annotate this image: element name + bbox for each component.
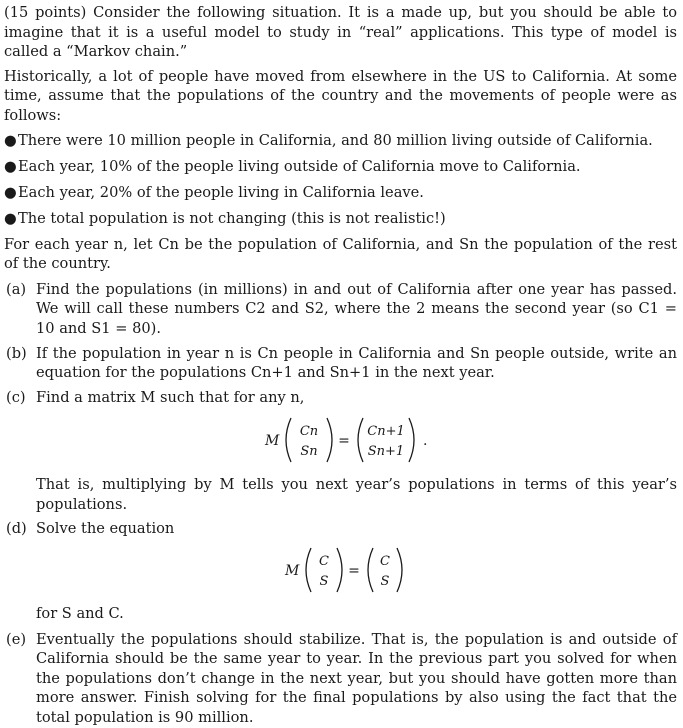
vector-bottom-left: S bbox=[319, 574, 328, 590]
vector-bottom-right: Sn+1 bbox=[367, 444, 404, 460]
matrix-equation-d bbox=[36, 544, 677, 596]
left-paren-icon bbox=[306, 548, 311, 592]
assumptions-list bbox=[4, 131, 677, 228]
left-paren-icon bbox=[368, 548, 373, 592]
list-item-text: Each year, 10% of the people living outside of California move to California. bbox=[18, 157, 581, 175]
vector-bottom-right: S bbox=[380, 574, 389, 590]
matrix-equation-c bbox=[36, 413, 677, 467]
bullet-icon: ● bbox=[4, 157, 17, 175]
right-paren-icon bbox=[397, 548, 402, 592]
part-label: (e) bbox=[6, 630, 27, 648]
bullet-icon: ● bbox=[4, 209, 17, 227]
bullet-icon: ● bbox=[4, 131, 17, 149]
right-paren-icon bbox=[327, 418, 332, 462]
part-label: (d) bbox=[6, 519, 27, 537]
part-e bbox=[4, 630, 677, 728]
list-item-text: Each year, 20% of the people living in California leave. bbox=[18, 183, 424, 201]
equals-sign: = bbox=[347, 563, 360, 580]
part-a-text: Find the populations (in millions) in and out of California after one year has passed. We will call these numbers C2 and S2, where the 2 means the second year (so C1 = 10 and S1 = 80). bbox=[36, 280, 677, 337]
list-item bbox=[4, 131, 677, 150]
part-c-after: That is, multiplying by M tells you next year’s populations in terms of this year’s populations. bbox=[36, 476, 677, 513]
part-b-text: If the population in year n is Cn people in California and Sn people outside, write an equation for the populations Cn+1 and Sn+1 in the next year. bbox=[36, 344, 677, 382]
vector-top-left: C bbox=[318, 554, 329, 570]
left-paren-icon bbox=[358, 418, 363, 462]
part-d-text: Solve the equation bbox=[36, 519, 175, 537]
part-d-after: for S and C. bbox=[36, 605, 124, 623]
matrix-symbol: M bbox=[264, 433, 279, 450]
history-paragraph: Historically, a lot of people have moved from elsewhere in the US to California. At some time, assume that the populations of the country and the movements of people were as follows: bbox=[4, 67, 677, 124]
part-label: (b) bbox=[6, 344, 27, 362]
list-item-text: There were 10 million people in California, and 80 million living outside of California. bbox=[18, 131, 653, 149]
part-c-text: Find a matrix M such that for any n, bbox=[36, 388, 305, 406]
intro-paragraph: (15 points) Consider the following situation. It is a made up, but you should be able to imagine that it is a useful model to study in “real” applications. This type of model is called a “Markov chain.” bbox=[4, 4, 677, 61]
part-e-text: Eventually the populations should stabilize. That is, the population is and outside of California should be the same year to year. In the previous part you solved for when the populations don’t change in the next year, but you should have gotten more than more answer. Finish solving for the final populations by also using the fact that the total population is 90 million. bbox=[36, 630, 677, 727]
list-item bbox=[4, 183, 677, 202]
vector-top-left: Cn bbox=[299, 424, 318, 440]
part-d bbox=[4, 519, 677, 624]
left-paren-icon bbox=[286, 418, 291, 462]
bullet-icon: ● bbox=[4, 183, 17, 201]
list-item-text: The total population is not changing (this is not realistic!) bbox=[18, 209, 446, 227]
list-item bbox=[4, 157, 677, 176]
part-label: (a) bbox=[6, 280, 27, 298]
list-item bbox=[4, 209, 677, 228]
equation-period: . bbox=[422, 433, 427, 450]
part-c bbox=[4, 388, 677, 515]
setup-paragraph: For each year n, let Cn be the population of California, and Sn the population of the rest of the country. bbox=[4, 235, 677, 273]
part-label: (c) bbox=[6, 388, 26, 406]
right-paren-icon bbox=[337, 548, 342, 592]
part-b bbox=[4, 344, 677, 383]
vector-top-right: Cn+1 bbox=[366, 424, 405, 440]
right-paren-icon bbox=[409, 418, 414, 462]
matrix-symbol: M bbox=[284, 563, 299, 580]
part-a bbox=[4, 280, 677, 339]
vector-bottom-left: Sn bbox=[299, 444, 318, 460]
vector-top-right: C bbox=[379, 554, 390, 570]
equals-sign: = bbox=[337, 433, 350, 450]
